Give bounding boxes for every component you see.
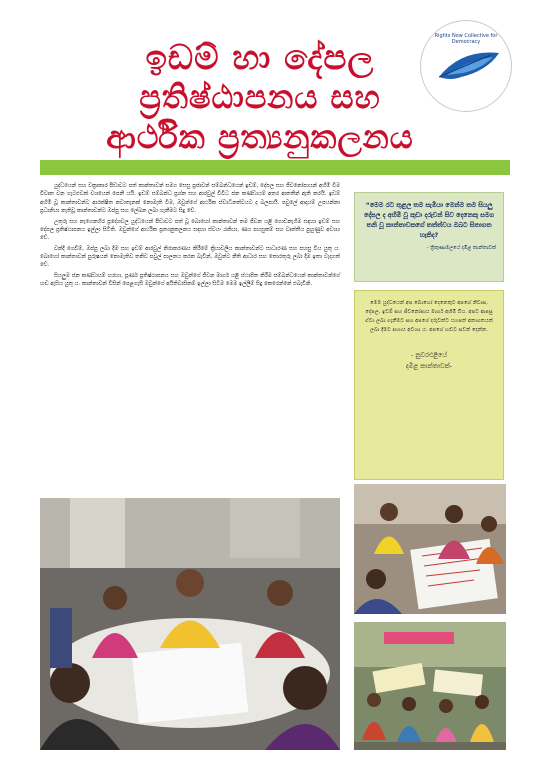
page-title-line-3: ආර්ථික ප්‍රත්‍යනුකලනය <box>106 118 414 156</box>
rally-photo <box>354 622 506 750</box>
body-paragraph-3: වන්දි ගෙවීම්, ඔප්පු ලබා දීම සහ ඉඩම් ආරවුල් නිරාකරණය කිරීමේ ක්‍රියාවලිය කාන්තාවන්ට සාධාරණ සහ පහසු විය යුතු ය. බොහෝ කාන්තාවන් පුරුෂයන් නොමැතිව තනිව පවුල් පාලනය කරන බැවින්, ඔවුන්ට නීති ආධාර සහ තොරතුරු ලබා දීම ඉතා වැදගත් වේ. <box>40 245 340 269</box>
body-paragraph-2: උතුරු සහ නැගෙනහිර ප්‍රදේශවල යුද්ධයෙන් පීඩාවට පත් වූ බොහෝ කාන්තාවන් තම ජීවන යළි ගොඩනැගීම සඳහා ඉඩම් සහ දේපල ප්‍රතිෂ්ඨාපනය ඉල්ලා සිටිති. ඔවුන්ගේ ආර්ථික ප්‍රත්‍යනුකලනය සඳහා ස්වයං රැකියා, ණය පහසුකම් සහ වෘත්තීය පුහුණුව අවශ්‍ය වේ. <box>40 218 340 242</box>
flipchart-photo <box>354 484 506 614</box>
feather-icon <box>421 21 511 111</box>
attribution-person: දමිළ කාන්තාවක්- <box>405 361 453 370</box>
pull-quote-trincomalee <box>354 192 504 282</box>
pull-quote-attribution: - ත්‍රිකුණාමලයේ දමිළ කාන්තාවක් <box>426 244 496 251</box>
attribution-place: - නුවරඑළියේ <box>410 351 448 360</box>
header-divider-bar <box>40 160 510 175</box>
pull-quote-nuwara-eliya <box>354 290 504 480</box>
pull-quote-text: “මෙම රට තුළල තම සැමියා මෙන්ම තම සියලු දේපල ද අහිමි වූ කුඩා දරුවන් සිව දෙනෙකු සමග තනි වූ කාන්තාවකගේ තත්ත්වය ඔබට සිතාගත හැකිද? <box>363 201 495 239</box>
logo-text: Rights Now Collective for Democracy <box>434 33 498 45</box>
pull-quote-text: මෙම යුද්ධයෙන් අප බොහෝ දෙනෙකුට අපගේ නිවාස, දේපල, ඉඩම් සහ ජීවනෝපාය මාර්ග අහිමි විය. අපට ආපසු ඒවා ලබා ගැනීමට සහ අපගේ දරුවන්ට යහපත් අනාගතයක් ලබා දීමට සහාය අවශ්‍ය ය. අපගේ හඬට සවන් දෙන්න. <box>365 300 493 333</box>
page-title-line-1: ඉඩම් හා දේපල <box>145 38 375 78</box>
organization-logo <box>420 20 512 112</box>
body-paragraph-4: සියලුම ජන කණ්ඩායම් හරහා, පූර්ණ ප්‍රතිෂ්ඨාපනය සහ ඔවුන්ගේ ජීවන මාර්ග යළි ස්ථාපිත කිරීම සම්බන්ධයෙන් කාන්තාවන්ගේ හඬ ඇසිය යුතු ය. කාන්තාවන් විසින් පෙළගැසී ඔවුන්ගේ අයිතිවාසිකම් ඉල්ලා සිටීම මෙම ඉල්ලීම් සිදු කෙරෙන්නේ එබැවිනි. <box>40 272 340 288</box>
workshop-photo <box>40 498 340 750</box>
page-title-line-2: ප්‍රතිෂ්ඨාපනය සහ <box>139 78 381 116</box>
pull-quote-attribution <box>362 350 496 371</box>
article-body <box>40 182 340 291</box>
body-paragraph-1: යුද්ධයෙන් සහ වක්‍රාකාර පීඩාවට පත් කාන්තාවන් සමග සෙසු ප්‍රජාවන් සම්බන්ධයෙන් ඉඩම්, දේපල සහ ජීවනෝපායන් අහිමි වීම විවෘත වන ගැටළුවක් වශයෙන් පෙනී යයි. ඉඩම් සම්බන්ධ ප්‍රශ්න සහ ආරවුල් විවිධ ජන කණ්ඩායම් අතර ආතතීන් ඇති කරයි. ඉඩම් අහිමි වූ කාන්තාවන්ට ආරක්ෂිත නවාතැනක් නොමැති වීම, ඔවුන්ගේ ආර්ථික ස්වාධීනත්වයට ද බලපායි. පවුලේ ආදායම් උපයන්නා ප්‍රධානියා නැතිවූ කාන්තාවන්ට ඔප්පු සහ ලේඛන ලබා ගැනීමට සිදු වේ. <box>40 183 340 215</box>
